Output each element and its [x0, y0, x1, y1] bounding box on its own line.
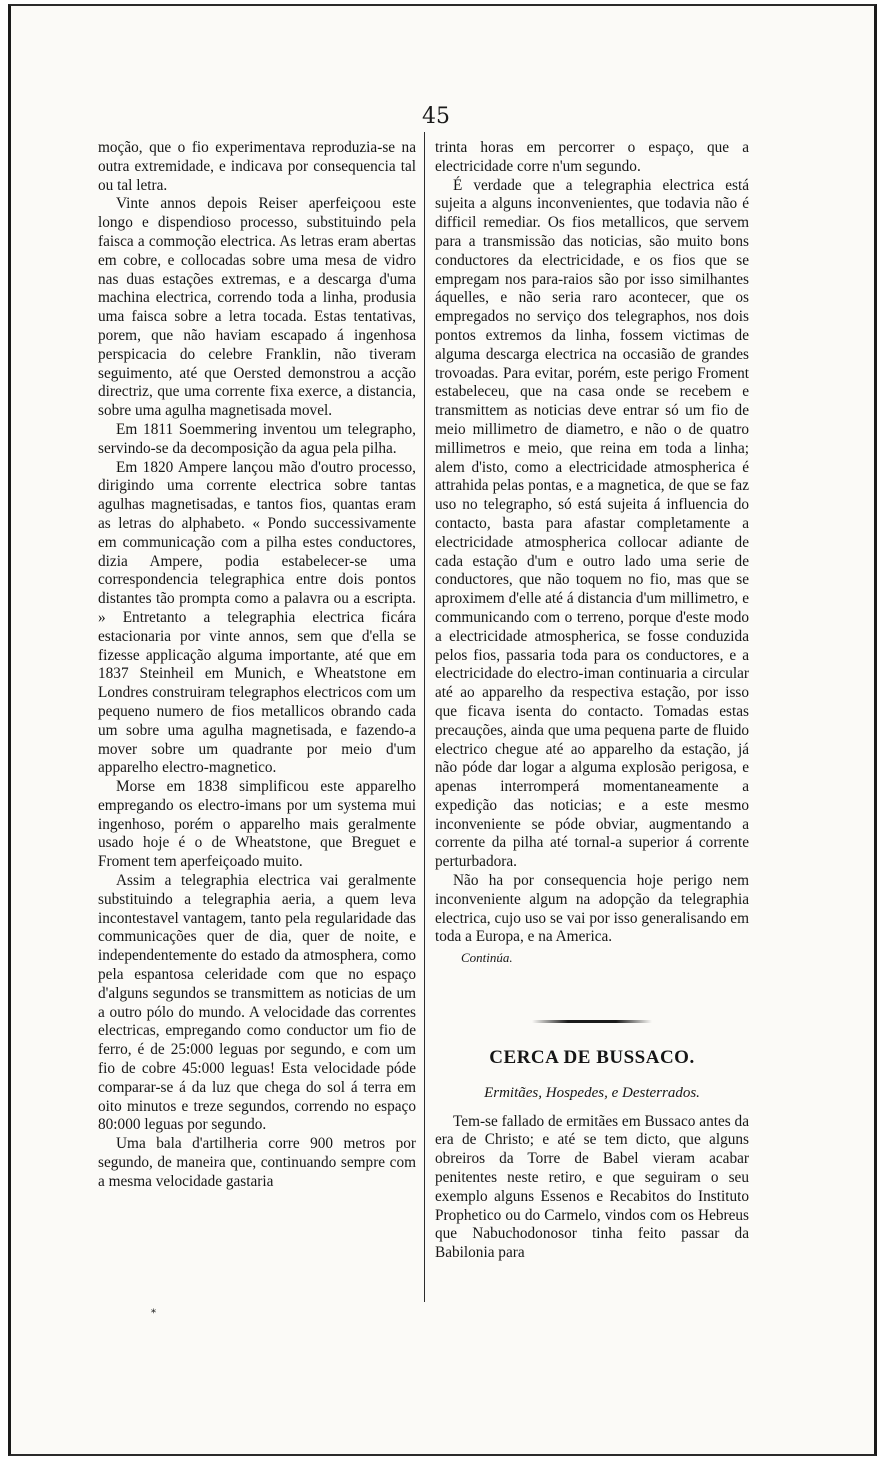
paragraph: Tem-se fallado de ermitães em Bussaco antes da era de Christo; e até se tem dicto, que alguns obreiros da Torre de Babel vieram acabar penitentes neste retiro, e que seguiram o seu exemplo alguns Essenos e Recabitos do Instituto Prophetico ou do Carmelo, vindos com os Hebreus que Nabuchodonosor tinha feito passar da Babilonia para	[435, 1112, 749, 1262]
paragraph: trinta horas em percorrer o espaço, que a electricidade corre n'um segundo.	[435, 139, 749, 175]
continua-note: Continúa.	[461, 950, 513, 966]
section-subtitle: Ermitães, Hospedes, e Desterrados.	[484, 1084, 700, 1101]
right-column	[435, 139, 749, 1263]
paragraph: Em 1811 Soemmering inventou um telegrapho, servindo-se da decomposição da agua pela pilha.	[98, 420, 416, 457]
paragraph: Morse em 1838 simplificou este apparelho empregando os electro-imans por um systema mui ingenhoso, porém o apparelho mais geralmente usado hoje é o de Wheatstone, que Breguet e Froment tem aperfeiçoado muito.	[98, 778, 416, 871]
footer-mark: *	[151, 1308, 156, 1319]
section-rule	[532, 1020, 652, 1023]
paragraph: Uma bala d'artilheria corre 900 metros por segundo, de maneira que, continuando sempre com a mesma velocidade gastaria	[98, 1135, 416, 1190]
paragraph: Vinte annos depois Reiser aperfeiçoou este longo e dispendioso processo, substituindo pela faisca a commoção electrica. As letras eram abertas em cobre, e collocadas sobre uma mesa de vidro nas duas estações extremas, e a descarga d'uma machina electrica, correndo toda a linha, produsia uma faisca sobre a letra tocada. Estas tentativas, porem, que não haviam escapado á ingenhosa perspicacia do celebre Franklin, não tiveram seguimento, até que Oersted demonstrou a acção directriz, que uma corrente fixa exerce, a distancia, sobre uma agulha magnetisada movel.	[98, 195, 416, 420]
column-divider	[424, 132, 425, 1302]
left-column	[98, 139, 416, 1192]
paragraph: Assim a telegraphia electrica vai geralmente substituindo a telegraphia aeria, a quem leva incontestavel vantagem, tanto pela regularidade das communicações quer de dia, quer de noite, e independentemente do estado da atmosphera, como pela espantosa celeridade com que no espaço d'alguns segundos se transmittem as noticias de um a outro pólo do mundo. A velocidade das correntes electricas, empregando como conductor um fio de ferro, é de 25:000 leguas por segundo, e com um fio de cobre 45:000 leguas! Esta velocidade póde comparar-se á da luz que chega do sol á terra em oito minutos e treze segundos, correndo no espaço 80:000 leguas por segundo.	[98, 872, 416, 1134]
page-frame	[8, 4, 877, 1456]
paragraph: Não ha por consequencia hoje perigo nem inconveniente algum na adopção da telegraphia electrica, cujo uso se vai por isso generalisando em toda a Europa, e na America.	[435, 872, 749, 946]
paragraph: Em 1820 Ampere lançou mão d'outro processo, dirigindo uma corrente electrica sobre tantas agulhas magnetisadas, e tantos fios, quantas eram as letras do alphabeto. « Pondo successivamente em communicação com a pilha estes conductores, dizia Ampere, podia estabelecer-se uma correspondencia telegraphica entre dois pontos distantes tão prompta como a palavra ou a escripta. » Entretanto a telegraphia electrica ficára estacionaria por vinte annos, sem que d'ella se fizesse applicação alguma importante, até que em 1837 Steinheil em Munich, e Wheatstone em Londres construiram telegraphos electricos com um pequeno numero de fios metallicos obrando cada um sobre uma agulha magnetisada, e fazendo-a mover sobre um quadrante por meio d'um apparelho electro-magnetico.	[98, 458, 416, 777]
paragraph: É verdade que a telegraphia electrica está sujeita a alguns inconvenientes, que todavia não é difficil remediar. Os fios metallicos, que servem para a transmissão das noticias, são muito bons conductores da electricidade, e os fios que se empregam nos para-raios são por isso similhantes áquelles, e não seria raro acontecer, que os empregados no serviço dos telegraphos, nos dois pontos extremos da linha, fossem victimas de alguma descarga electrica na occasião de grandes trovoadas. Para evitar, porém, este perigo Froment estabeleceu, que na casa onde se recebem e transmittem as noticias deve entrar só um fio de meio millimetro de diametro, e não o de quatro millimetros e meio, que reina em toda a linha; alem d'isto, como a electricidade atmospherica é attrahida pelas pontas, e a magnetica, de que se faz uso no telegrapho, só está sujeita á influencia do contacto, basta para afastar completamente a electricidade atmospherica collocar adiante de cada estação d'um e outro lado uma serie de conductores, que não toquem no fio, mas que se aproximem d'elle até á distancia d'um millimetro, e communicando com o terreno, porque d'este modo a electricidade atmospherica, se fosse conduzida pelos fios, passaria toda para os conductores, e a electricidade do electro-iman continuaria a circular até ao apparelho da respectiva estação, por isso que ficava isenta do contacto. Tomadas estas precauções, ainda que uma pequena parte de fluido electrico chegue até ao apparelho da estação, já não póde dar logar a alguma explosão perigosa, e apenas interromperá momentaneamente a expedição das noticias; e a este mesmo inconveniente se póde obviar, augmentando a corrente da pilha até tornal-a superior á corrente perturbadora.	[435, 176, 749, 871]
section-title: CERCA DE BUSSACO.	[489, 1047, 695, 1069]
page-number: 45	[422, 104, 450, 129]
paragraph: moção, que o fio experimentava reproduzia-se na outra extremidade, e indicava por consequencia tal ou tal letra.	[98, 139, 416, 194]
